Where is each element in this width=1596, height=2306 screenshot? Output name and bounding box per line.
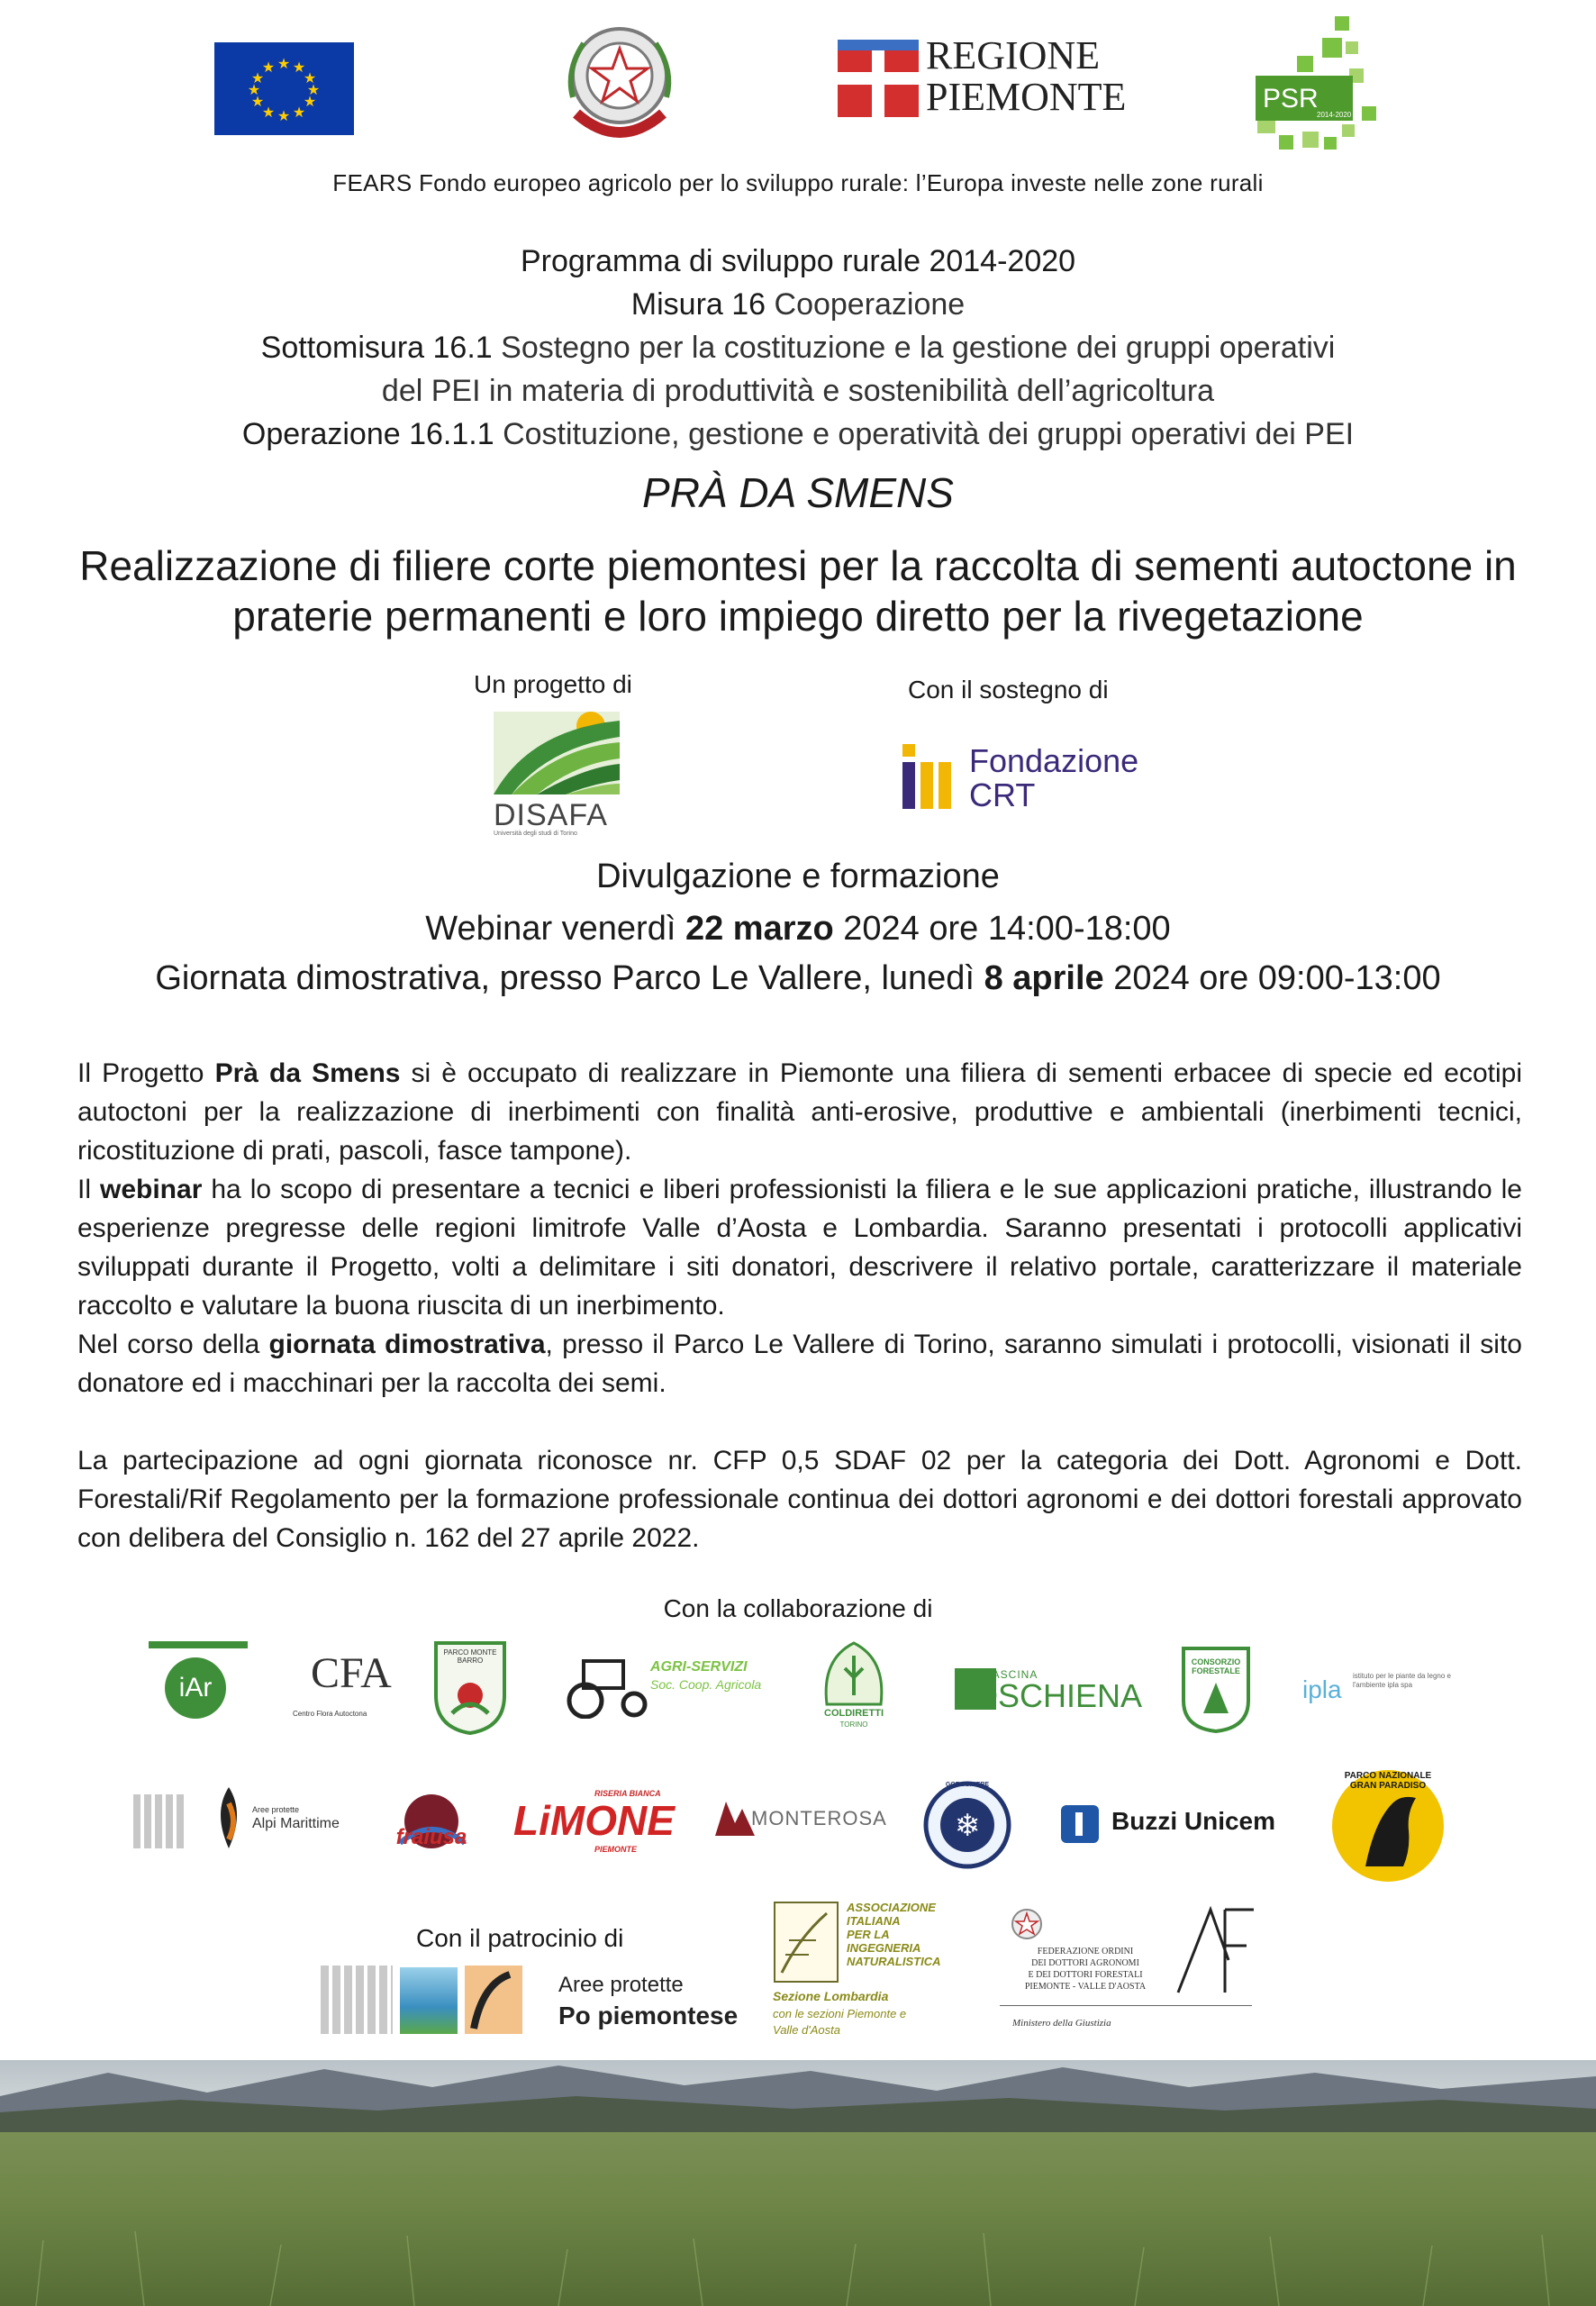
misura-rest: Cooperazione: [766, 287, 966, 322]
repubblica-italiana-emblem: [557, 16, 683, 147]
agri-servizi-logo: AGRI-SERVIZI Soc. Coop. Agricola: [566, 1656, 782, 1719]
consorzio-forestale-logo: CONSORZIO FORESTALE: [1182, 1647, 1250, 1733]
psr-logo: [1252, 16, 1378, 156]
fondazione-crt-logo: [902, 744, 1155, 816]
webinar-line: [0, 910, 1596, 949]
body-paragraph-4: La partecipazione ad ogni giornata riconosce nr. CFP 0,5 SDAF 02 per la categoria dei Dott. Agronomi e Dott. Forestali/Rif Regolamento per la formazione professionale continua dei dottori agronomi e dei dottori forestali approvato con delibera del Consiglio n. 162 del 27 aprile 2022.: [77, 1446, 1522, 1553]
buzzi-unicem-logo: Buzzi Unicem: [1061, 1802, 1295, 1847]
support-label: Con il sostegno di: [908, 676, 1109, 704]
parco-monte-barro-logo: PARCO MONTE BARRO: [434, 1641, 506, 1735]
fodaf-line3: E DEI DOTTORI FORESTALI: [1028, 1970, 1143, 1980]
programme-line2: [0, 283, 1596, 326]
italy-emblem-small-icon: [1009, 1906, 1045, 1942]
eu-stars-icon: [214, 42, 354, 135]
gran-paradiso-logo: PARCO NAZIONALE GRAN PARADISO: [1329, 1767, 1446, 1884]
aipin-line5: NATURALISTICA: [847, 1955, 941, 1968]
aipin-line4: INGEGNERIA: [847, 1941, 921, 1955]
demo-line: [0, 959, 1596, 998]
p3-bold: giornata dimostrativa: [268, 1330, 546, 1359]
aipin-line3: PER LA: [847, 1928, 890, 1941]
programme-line3: [0, 326, 1596, 369]
coldiretti-logo: COLDIRETTI TORINO: [818, 1641, 890, 1731]
programme-line4: del PEI in materia di produttività e sostenibilità dell’agricoltura: [381, 374, 1215, 408]
body-paragraph-3: [77, 1325, 1522, 1403]
fodaf-line2: DEI DOTTORI AGRONOMI: [1031, 1958, 1139, 1968]
fears-line: FEARS Fondo europeo agricolo per lo sviluppo rurale: l’Europa investe nelle zone rurali: [332, 169, 1264, 196]
eu-flag-logo: [214, 42, 354, 135]
crt-bars-icon: [902, 744, 957, 809]
af-monogram-icon: [1174, 1906, 1256, 1996]
svg-text:★: ★: [306, 81, 321, 98]
aree-protette-po-logo: Aree protette Po piemontese: [321, 1960, 744, 2041]
meadow-landscape-image: [0, 2060, 1596, 2306]
disafa-name: DISAFA: [494, 798, 608, 832]
project-subtitle-line1: Realizzazione di filiere corte piemontesi per la raccolta di sementi autoctone in: [79, 542, 1517, 589]
disafa-logo: [494, 712, 629, 838]
body-paragraph-1: [77, 1054, 1522, 1170]
cascina-oschiena-logo: CASCINA OSCHIENA: [955, 1668, 1135, 1713]
psr-sub: 2014-2020: [1317, 111, 1352, 119]
programme-line5: [0, 413, 1596, 456]
body-paragraph-2: [77, 1170, 1522, 1325]
ipla-logo: ipla istituto per le piante da legno e l'ambiente ipla spa: [1302, 1672, 1451, 1703]
piemonte-crest-icon: [838, 40, 919, 121]
demo-post: 2024 ore 09:00-13:00: [1103, 959, 1441, 997]
disafa-sub: Università degli studi di Torino: [494, 831, 577, 837]
regione-piemonte-logo: [838, 33, 1127, 122]
fraiusa-logo: fraiusa: [382, 1789, 481, 1865]
cfa-logo: CFA Centro Flora Autoctona: [293, 1649, 392, 1718]
svg-text:★: ★: [250, 93, 265, 110]
body-text: [77, 1054, 1522, 1557]
aipin-logo: ASSOCIAZIONE ITALIANA PER LA INGEGNERIA NATURALISTICA Sezione Lombardia con le sezioni Piemonte e Valle d'Aosta: [773, 1901, 941, 2037]
svg-text:★: ★: [250, 69, 265, 86]
svg-text:❄: ❄: [954, 1808, 981, 1844]
alpi-marittime-logo: Aree protette Alpi Marittime: [133, 1785, 358, 1857]
p2-bold: webinar: [100, 1175, 203, 1204]
fodaf-line1: FEDERAZIONE ORDINI: [1037, 1947, 1134, 1956]
sottomisura-bold: Sottomisura 16.1: [260, 331, 493, 365]
svg-text:★: ★: [261, 59, 276, 76]
webinar-date: 22 marzo: [685, 910, 834, 948]
gorgoniere-logo: ❄ GORGONIERE: [922, 1780, 1012, 1870]
p3-post: , presso il Parco Le Vallere di Torino, saranno simulati i protocolli, visionati il sito donatore ed i macchinari per la raccolta dei semi.: [77, 1330, 1522, 1398]
p2-post: ha lo scopo di presentare a tecnici e liberi professionisti la filiera e le sue applicazioni pratiche, illustrando le esperienze pregresse delle regioni limitrofe Valle d’Aosta e Lombardia. Saranno presentati i protocolli applicativi sviluppati durante il Progetto, volti a delimitare i siti donatori, descrivere il relativo portale, caratterizzare il materiale raccolto e valutare la buona riuscita di un inerbimento.: [77, 1175, 1522, 1321]
svg-text:★: ★: [303, 69, 317, 86]
aipin-line2: ITALIANA: [847, 1914, 901, 1928]
demo-date: 8 aprile: [984, 959, 1104, 997]
event-heading: Divulgazione e formazione: [596, 858, 1000, 895]
fodaf-logo: FEDERAZIONE ORDINI DEI DOTTORI AGRONOMI E DEI DOTTORI FORESTALI PIEMONTE - VALLE D'AOSTA Ministero della Giustizia: [1000, 1906, 1261, 2038]
project-subtitle: [36, 540, 1560, 641]
operazione-rest: Costituzione, gestione e operatività dei gruppi operativi dei PEI: [494, 417, 1355, 451]
patronage-label: Con il patrocinio di: [416, 1924, 624, 1952]
svg-text:★: ★: [292, 104, 306, 121]
limone-logo: RISERIA BIANCA LiMONE PIEMONTE: [513, 1789, 675, 1854]
p1-pre: Il Progetto: [77, 1058, 215, 1088]
p3-pre: Nel corso della: [77, 1330, 269, 1359]
aipin-line1: ASSOCIAZIONE: [847, 1901, 936, 1914]
operazione-bold: Operazione 16.1.1: [241, 417, 494, 451]
psr-text: PSR: [1263, 84, 1319, 113]
svg-text:★: ★: [277, 107, 291, 124]
crt-line2: CRT: [969, 776, 1036, 813]
p1-bold: Prà da Smens: [214, 1058, 401, 1088]
by-label: Un progetto di: [474, 670, 632, 698]
svg-text:★: ★: [247, 81, 261, 98]
webinar-post: 2024 ore 14:00-18:00: [833, 910, 1171, 948]
misura-bold: Misura 16: [630, 287, 766, 322]
project-subtitle-line2: praterie permanenti e loro impiego diretto per la rivegetazione: [232, 593, 1364, 640]
project-name: PRÀ DA SMENS: [642, 469, 954, 516]
fodaf-line4: PIEMONTE - VALLE D'AOSTA: [1024, 1982, 1147, 1992]
monterosa-logo: MONTEROSA: [715, 1796, 886, 1836]
regione-line1: REGIONE: [926, 33, 1101, 77]
webinar-pre: Webinar venerdì: [425, 910, 685, 948]
regione-line2: PIEMONTE: [926, 75, 1127, 119]
svg-text:★: ★: [261, 104, 276, 121]
p1-post: si è occupato di realizzare in Piemonte una filiera di sementi erbacee di specie ed ecotipi autoctoni per la realizzazione di inerbimenti con finalità anti-erosive, produttive e ambientali (inerbimenti tecnici, ricostituzione di prati, pascoli, fasce tampone).: [77, 1058, 1522, 1166]
crt-line1: Fondazione: [969, 742, 1139, 779]
collaboration-label: Con la collaborazione di: [663, 1594, 933, 1622]
sottomisura-rest: Sostegno per la costituzione e la gestione dei gruppi operativi: [492, 331, 1336, 365]
iar-logo: iAr: [149, 1641, 248, 1722]
svg-text:★: ★: [277, 55, 291, 72]
svg-text:★: ★: [303, 93, 317, 110]
svg-text:★: ★: [292, 59, 306, 76]
programme-line1: Programma di sviluppo rurale 2014-2020: [520, 244, 1076, 278]
p2-pre: Il: [77, 1175, 100, 1204]
demo-pre: Giornata dimostrativa, presso Parco Le Vallere, lunedì: [155, 959, 984, 997]
